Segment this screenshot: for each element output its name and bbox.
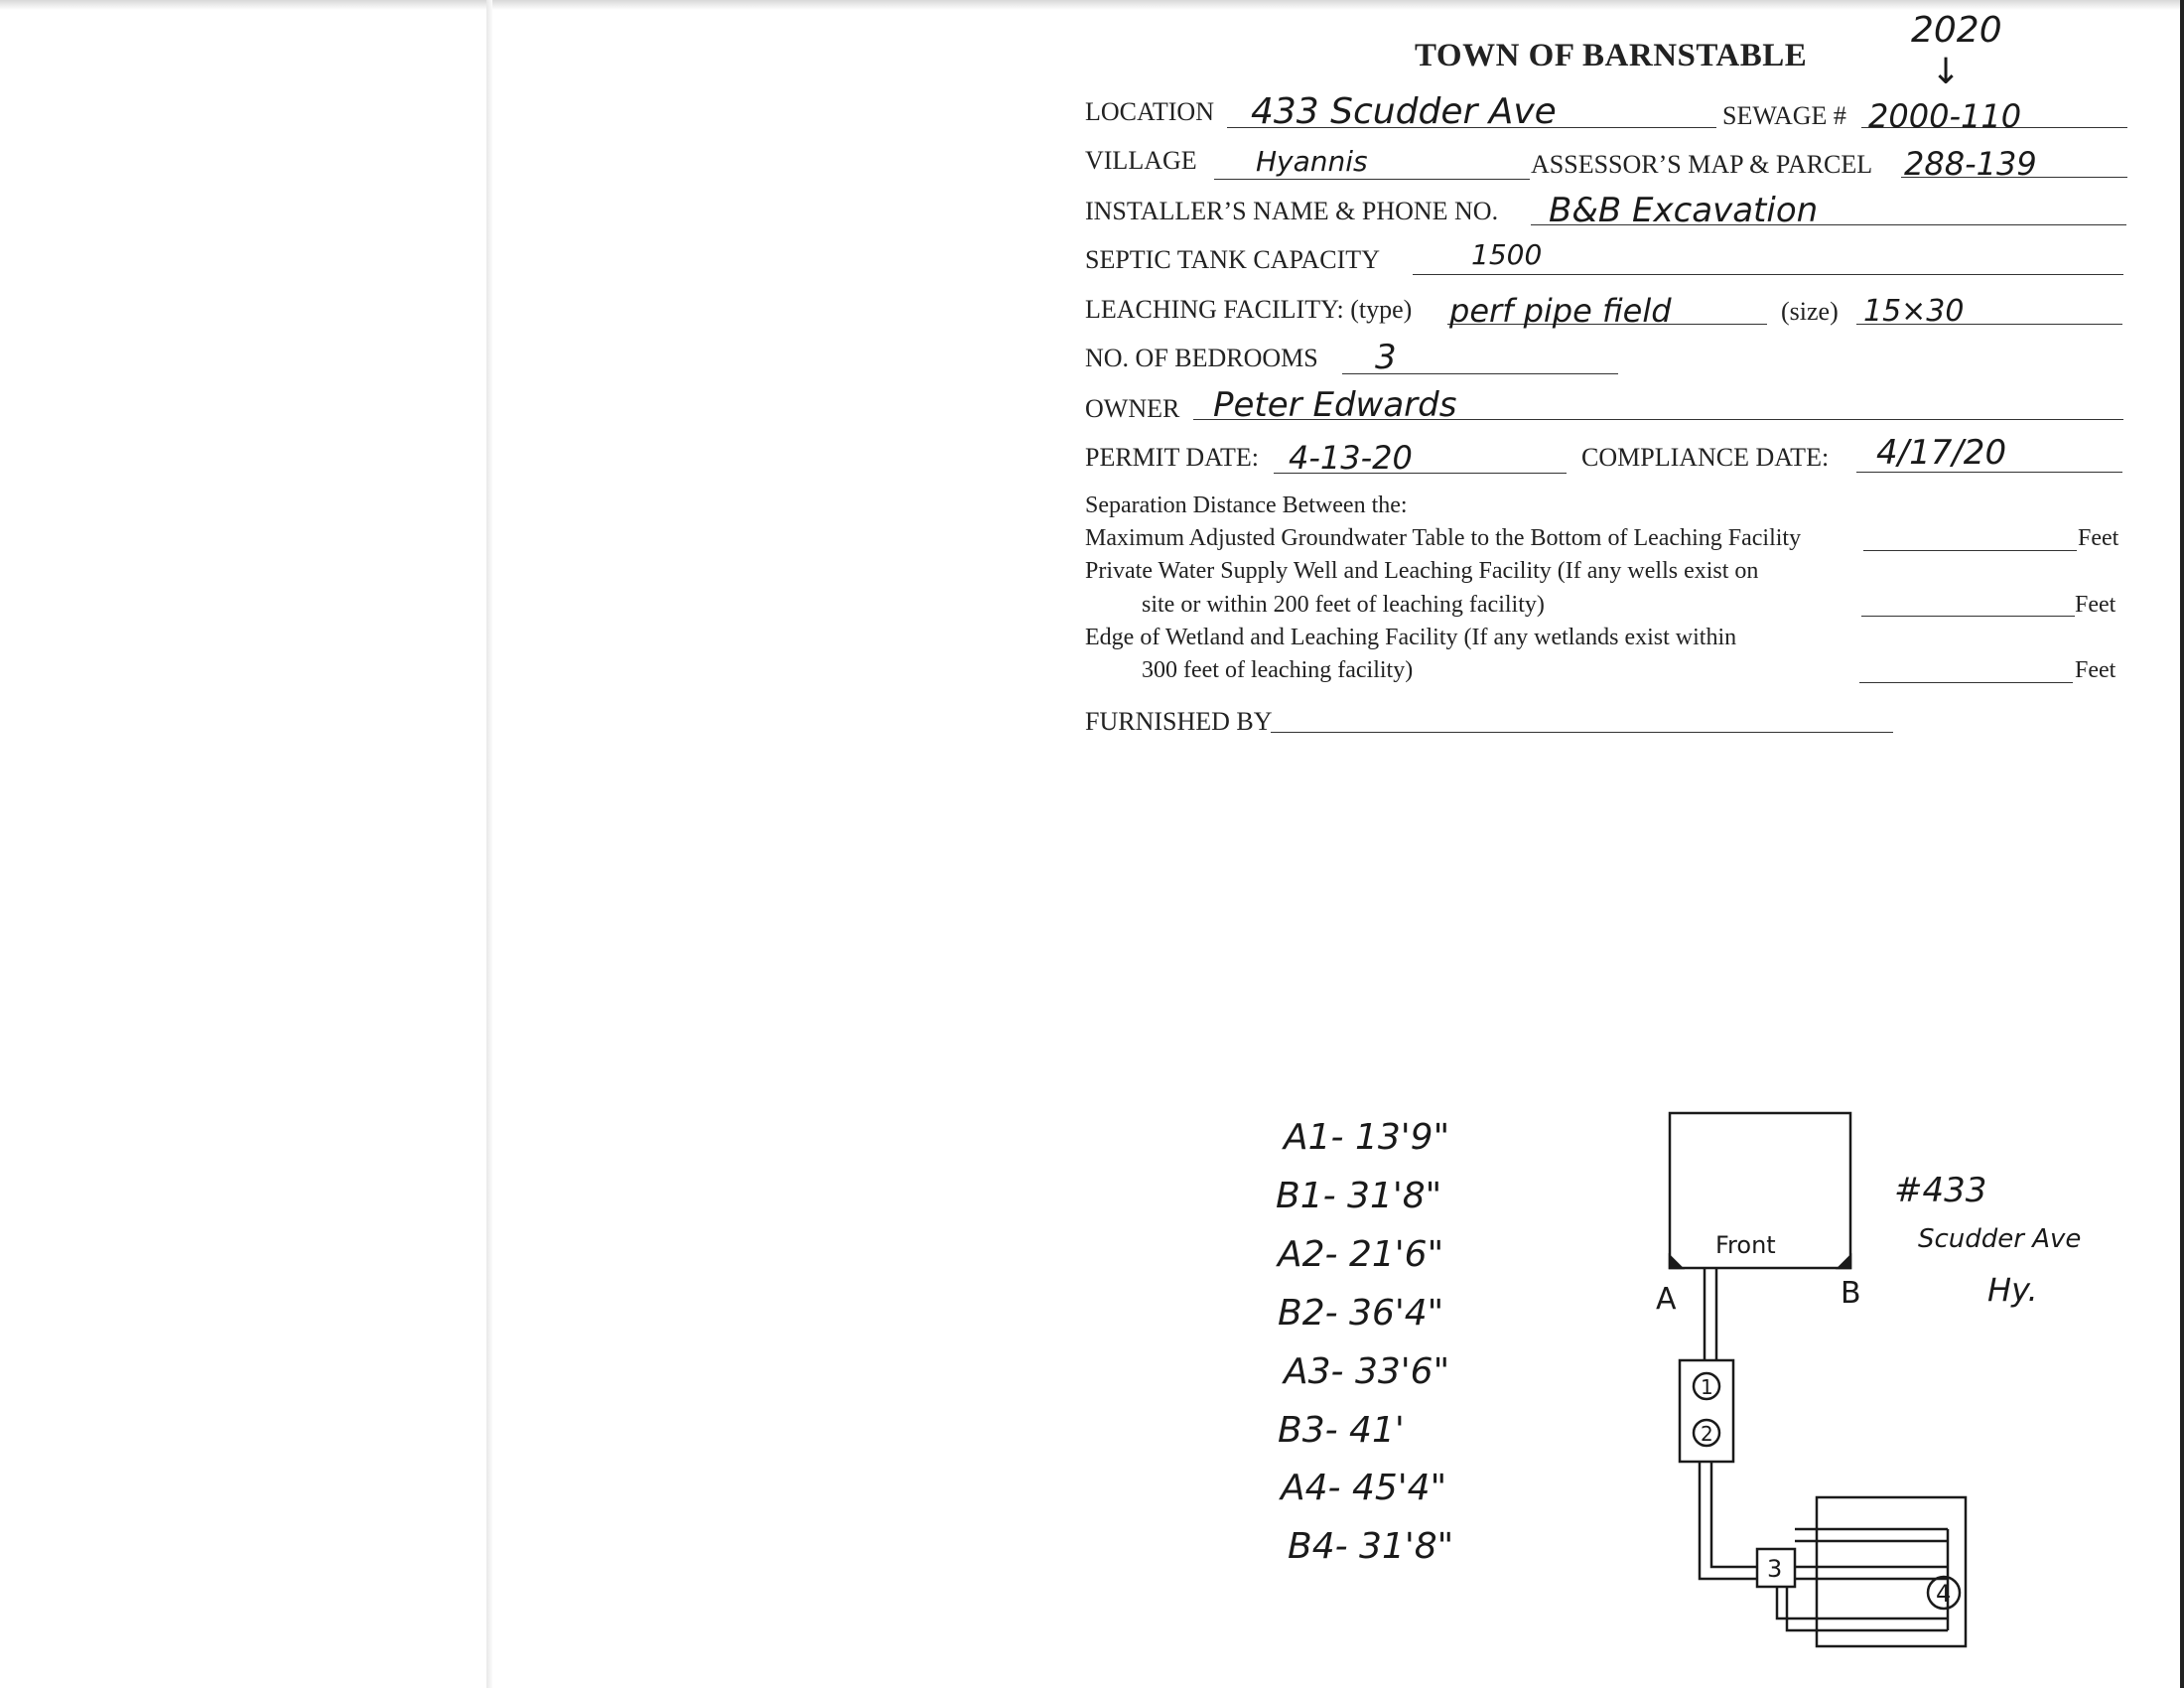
scan-right-edge xyxy=(2180,0,2184,1688)
owner-value: Peter Edwards xyxy=(1213,385,1457,425)
tank-compartment-1 xyxy=(1694,1373,1719,1399)
installer-label: INSTALLER’S NAME & PHONE NO. xyxy=(1085,197,1499,225)
furnished-line xyxy=(1271,732,1893,733)
form-title: TOWN OF BARNSTABLE xyxy=(1415,38,1808,73)
bedrooms-value: 3 xyxy=(1375,338,1397,377)
scan-page-edge xyxy=(486,0,492,1688)
house-outline xyxy=(1670,1113,1850,1268)
leaching-field xyxy=(1817,1497,1966,1646)
permit-label: PERMIT DATE: xyxy=(1085,443,1260,472)
tank-label: SEPTIC TANK CAPACITY xyxy=(1085,245,1380,274)
installer-value: B&B Excavation xyxy=(1549,191,1819,230)
separation-wetland-line1: Edge of Wetland and Leaching Facility (If any wetlands exist within xyxy=(1085,625,1737,650)
measurement-item: A4- 45'4" xyxy=(1281,1468,1447,1508)
box-3-label: 3 xyxy=(1767,1555,1783,1583)
corner-a-label: A xyxy=(1656,1282,1677,1317)
size-value: 15×30 xyxy=(1863,294,1965,329)
village-value: Hyannis xyxy=(1256,145,1368,178)
location-value: 433 Scudder Ave xyxy=(1251,91,1557,132)
well-feet-unit: Feet xyxy=(2075,592,2116,618)
tank-line xyxy=(1413,274,2123,275)
measurement-item: A2- 21'6" xyxy=(1278,1234,1444,1275)
sketch-address-village: Hy. xyxy=(1987,1271,2038,1309)
field-lateral-3 xyxy=(1777,1587,1948,1630)
tank-1-label: 1 xyxy=(1701,1375,1713,1399)
village-line xyxy=(1214,179,1530,180)
compliance-value: 4/17/20 xyxy=(1876,433,2007,473)
measurement-item: A3- 33'6" xyxy=(1284,1351,1450,1392)
owner-label: OWNER xyxy=(1085,394,1180,423)
leaching-value: perf pipe field xyxy=(1449,292,1672,330)
year-arrow: ↓ xyxy=(1931,52,1962,92)
village-label: VILLAGE xyxy=(1085,146,1197,175)
sewage-value: 2000-110 xyxy=(1868,97,2022,135)
compliance-label: COMPLIANCE DATE: xyxy=(1581,443,1830,472)
groundwater-feet-line xyxy=(1863,550,2077,551)
size-label: (size) xyxy=(1781,297,1839,326)
septic-tank xyxy=(1680,1360,1733,1462)
wetland-feet-unit: Feet xyxy=(2075,657,2116,683)
leaching-label: LEACHING FACILITY: (type) xyxy=(1085,295,1413,324)
year-note: 2020 xyxy=(1911,10,2002,51)
measurement-item: B3- 41' xyxy=(1278,1410,1405,1451)
inspection-port-4 xyxy=(1928,1577,1960,1609)
location-label: LOCATION xyxy=(1085,97,1214,126)
sketch-address-number: #433 xyxy=(1894,1171,1987,1210)
measurement-item: B2- 36'4" xyxy=(1278,1293,1444,1334)
bedrooms-label: NO. OF BEDROOMS xyxy=(1085,344,1318,372)
tank-value: 1500 xyxy=(1471,238,1543,271)
wetland-feet-line xyxy=(1859,682,2073,683)
field-lateral-1 xyxy=(1795,1529,1948,1541)
well-feet-line xyxy=(1861,616,2075,617)
measurement-item: B1- 31'8" xyxy=(1276,1176,1442,1216)
tank-compartment-2 xyxy=(1694,1420,1719,1446)
box-4-label: 4 xyxy=(1936,1580,1952,1608)
measurement-item: B4- 31'8" xyxy=(1288,1526,1454,1567)
house-corner-a xyxy=(1670,1256,1682,1268)
furnished-label: FURNISHED BY xyxy=(1085,707,1273,736)
sketch-address-street: Scudder Ave xyxy=(1918,1224,2082,1254)
map-parcel-label: ASSESSOR’S MAP & PARCEL xyxy=(1531,150,1873,179)
front-label: Front xyxy=(1715,1231,1776,1259)
sewage-label: SEWAGE # xyxy=(1722,101,1846,130)
distribution-box xyxy=(1757,1549,1795,1587)
tank-2-label: 2 xyxy=(1701,1422,1713,1446)
separation-wetland-line2: 300 feet of leaching facility) xyxy=(1142,657,1414,683)
separation-heading: Separation Distance Between the: xyxy=(1085,492,1408,518)
measurement-item: A1- 13'9" xyxy=(1284,1117,1450,1158)
field-lateral-2 xyxy=(1795,1567,1948,1579)
groundwater-feet-unit: Feet xyxy=(2078,525,2119,551)
house-corner-b xyxy=(1839,1256,1850,1268)
corner-b-label: B xyxy=(1841,1276,1861,1311)
separation-well-line1: Private Water Supply Well and Leaching Facility (If any wells exist on xyxy=(1085,558,1759,584)
separation-groundwater: Maximum Adjusted Groundwater Table to the Bottom of Leaching Facility xyxy=(1085,525,1802,551)
separation-well-line2: site or within 200 feet of leaching facility) xyxy=(1142,592,1545,618)
outlet-pipe xyxy=(1700,1462,1757,1579)
scan-top-shadow xyxy=(0,0,2184,10)
map-parcel-value: 288-139 xyxy=(1904,145,2037,183)
permit-value: 4-13-20 xyxy=(1289,439,1413,477)
